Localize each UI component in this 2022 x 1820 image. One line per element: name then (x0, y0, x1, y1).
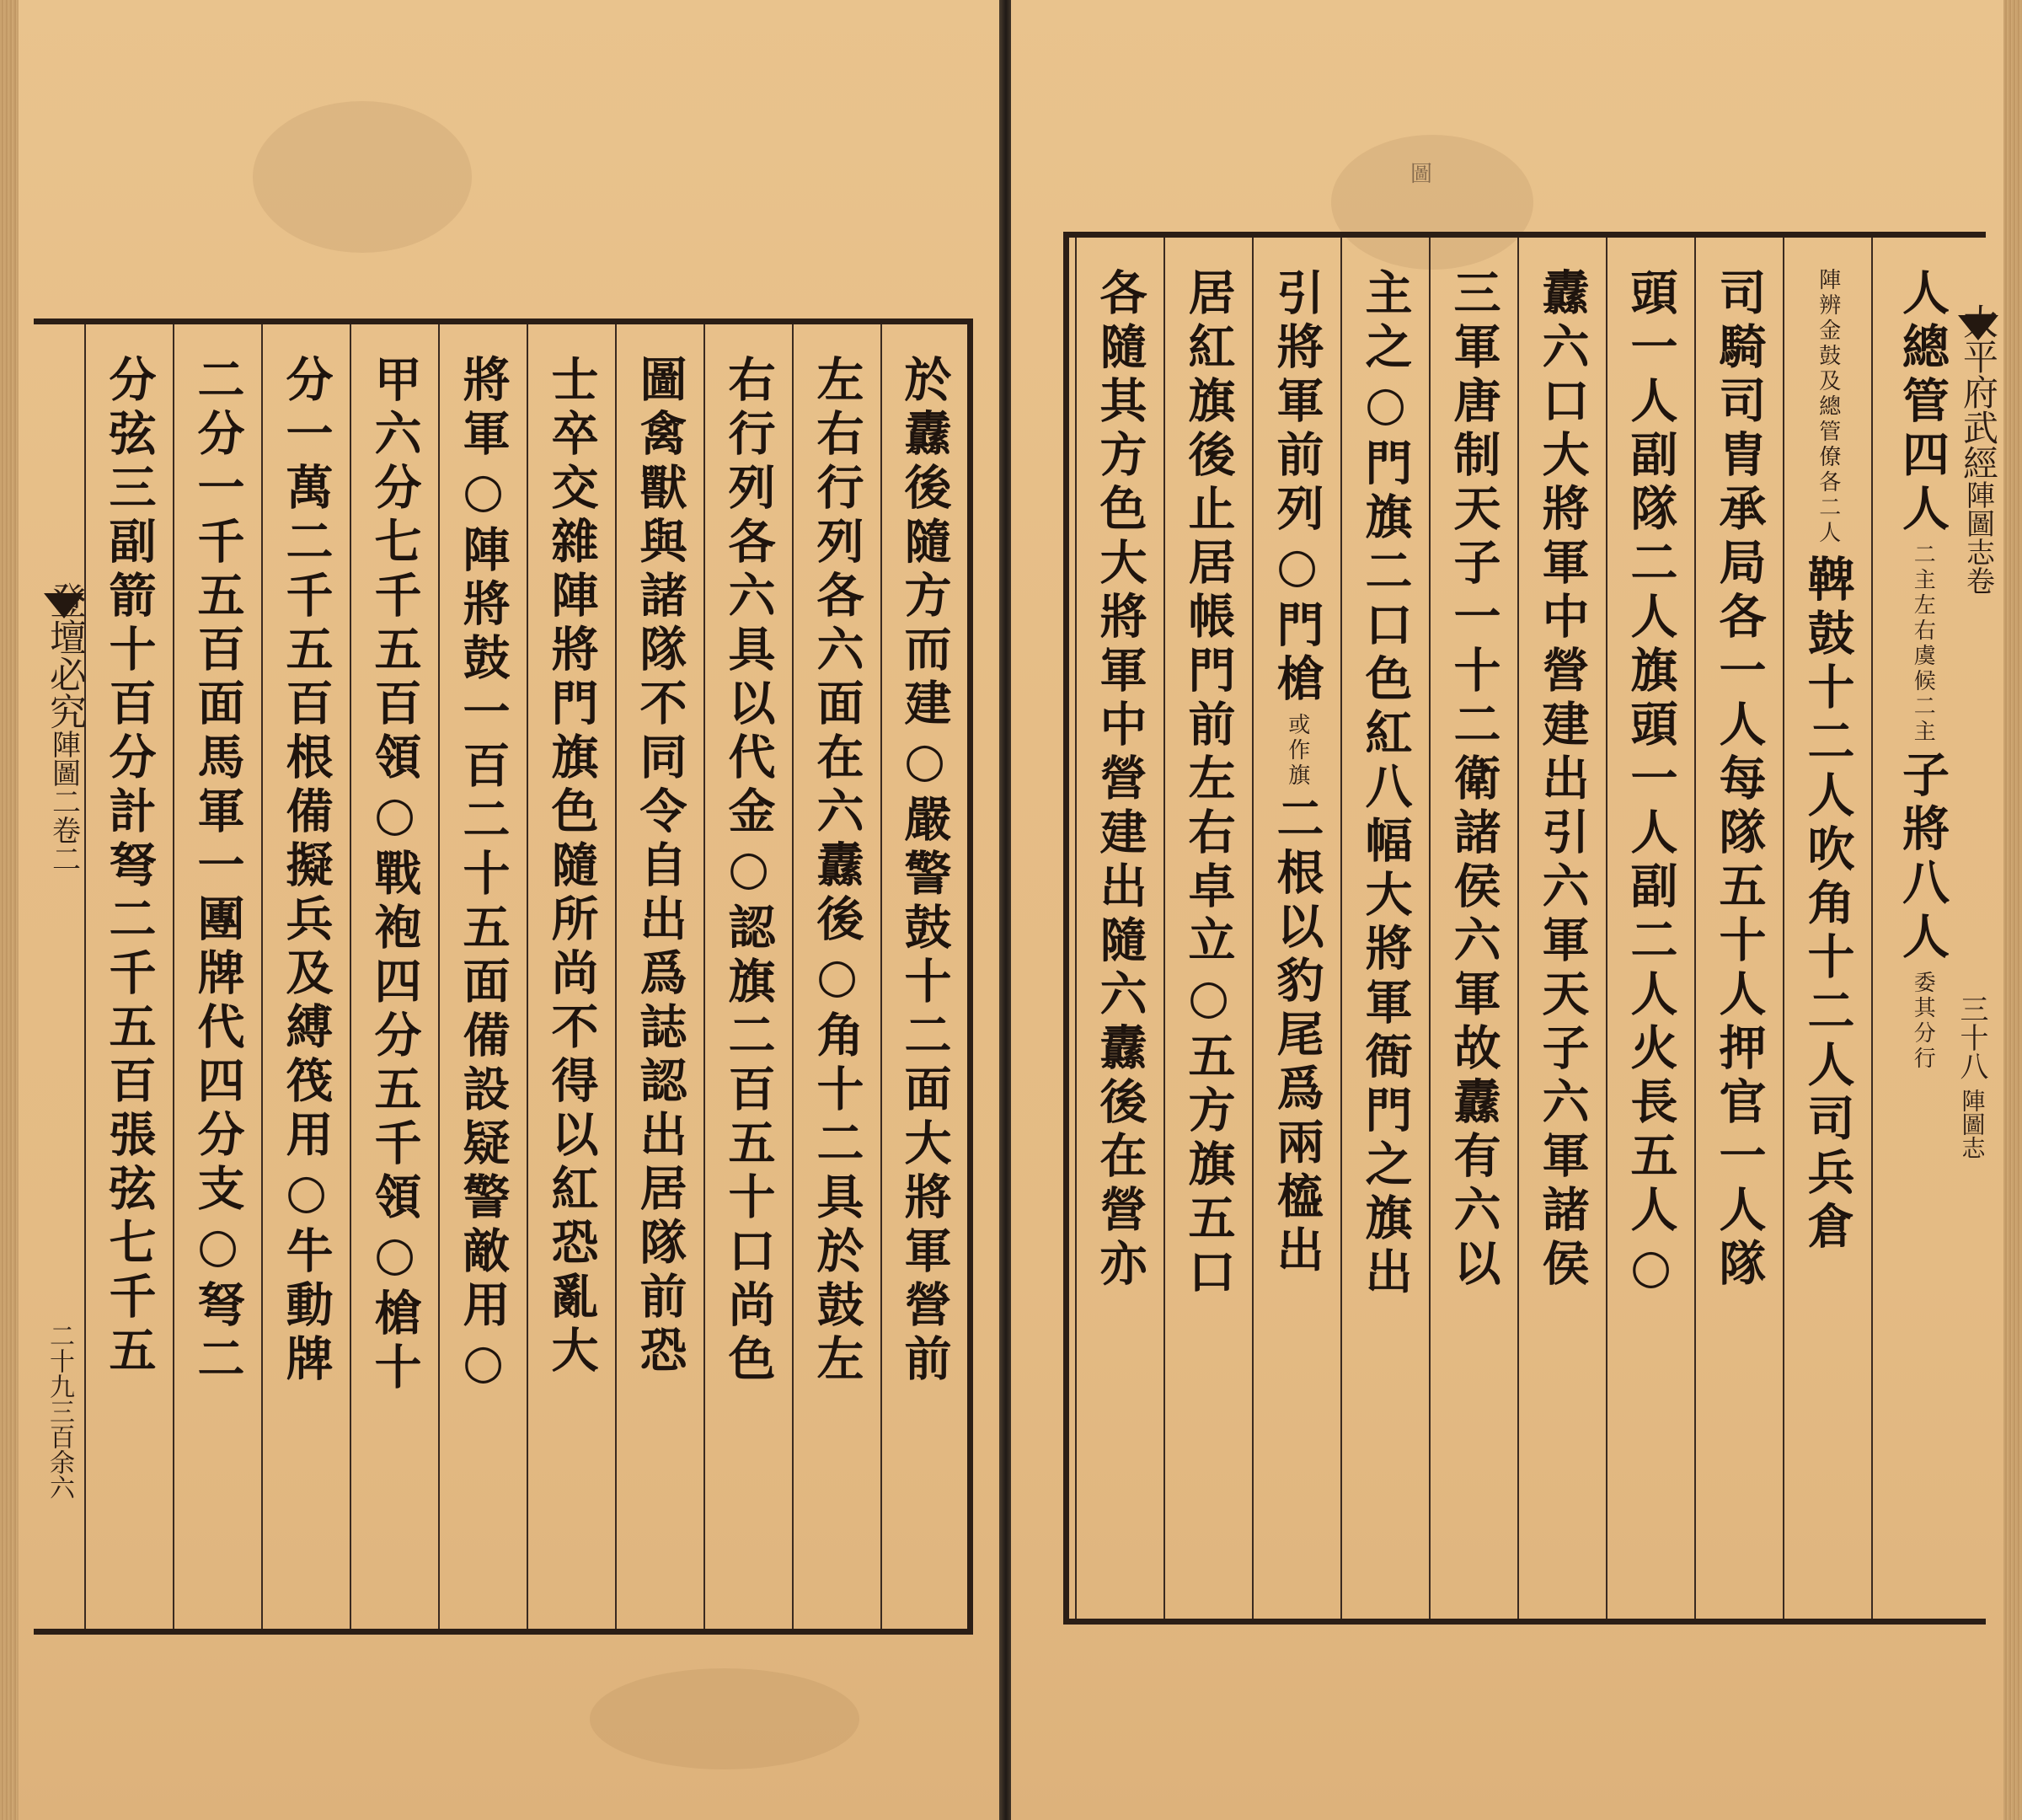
column-note: 陣辨金鼓及總管僚各二人 (1815, 268, 1841, 546)
text-column (438, 324, 527, 1629)
column-note: 委其分行 (1910, 971, 1936, 1072)
column-text: 纛六口大將軍中營建出引六軍天子六軍諸侯 (1534, 268, 1591, 1293)
fishtail-mark (1958, 315, 1998, 340)
text-column (1252, 238, 1340, 1619)
column-text: 司騎司胄承局各一人每隊五十人押官一人隊 (1711, 268, 1768, 1293)
column-text: 士卒交雜陣將門旗色隨所尚不得以紅恐亂大 (543, 355, 600, 1379)
text-column (792, 324, 880, 1629)
text-column (1163, 238, 1252, 1619)
column-text: 鞞鼓十二人吹角十二人司兵倉 (1800, 554, 1856, 1255)
column-text: 左右行列各六面在六纛後○角十二具於鼓左 (809, 355, 865, 1388)
right-page (1011, 0, 2022, 1820)
seal-mark: 圖 (1410, 162, 1433, 187)
right-margin-page-number: 三十八 (1955, 994, 1988, 1080)
left-margin-page-number: 二十九三百余六 (45, 1323, 74, 1500)
text-column (84, 324, 173, 1629)
left-page-edge (0, 0, 19, 1820)
text-column (1075, 238, 1163, 1619)
column-text: 引將軍前列○門槍 (1269, 268, 1325, 708)
column-text: 於纛後隨方而建○嚴警鼓十二面大將軍營前 (896, 355, 953, 1388)
column-text: 子將八人 (1895, 750, 1950, 966)
column-text: 居紅旗後止居帳門前左右卓立○五方旗五口 (1180, 268, 1237, 1301)
right-margin-subsection: 陣圖志 (1958, 1089, 1987, 1159)
right-margin-section: 陣圖志卷 (1960, 480, 1995, 595)
column-text: 甲六分七千五百領○戰袍四分五千領○槍十 (366, 355, 423, 1396)
text-column (1783, 238, 1871, 1619)
column-text: 右行列各六具以代金○認旗二百五十口尚色 (720, 355, 777, 1388)
column-text: 各隨其方色大將軍中營建出隨六纛後在營亦 (1092, 268, 1148, 1293)
column-text: 頭一人副隊二人旗頭一人副二人火長五人○ (1623, 268, 1679, 1301)
column-note: 二主左右虞候二主 (1910, 543, 1936, 745)
column-text: 主之○門旗二口色紅八幅大將軍衙門之旗出 (1357, 268, 1414, 1301)
text-column (1429, 238, 1517, 1619)
right-margin-page (1951, 994, 1993, 1159)
left-page (0, 0, 1001, 1820)
text-column (1606, 238, 1694, 1619)
column-note: 或作旗 (1284, 713, 1310, 789)
text-column (880, 324, 967, 1629)
right-page-edge (2003, 0, 2022, 1820)
column-text: 將軍○陣將鼓一百二十五面備設疑警敵用○ (455, 355, 511, 1396)
right-text-frame (1063, 232, 1986, 1625)
text-column (1340, 238, 1429, 1619)
text-column (261, 324, 350, 1629)
column-text: 二根以豹尾爲兩橀出 (1269, 794, 1325, 1279)
column-text: 人總管四人 (1895, 268, 1950, 538)
left-margin-title: 登壇必究 (43, 581, 86, 730)
column-text: 圖禽獸與諸隊不同令自出爲誌認出居隊前恐 (632, 355, 688, 1379)
left-text-frame (34, 318, 973, 1635)
text-column (1694, 238, 1783, 1619)
text-column (615, 324, 703, 1629)
paper-stain (253, 101, 472, 253)
column-text: 分弦三副箭十百分計弩二千五百張弦七千五 (101, 355, 158, 1379)
column-text: 二分一千五百面馬軍一團牌代四分支○弩二 (190, 355, 246, 1388)
left-margin-section: 陣圖二卷二 (46, 730, 81, 873)
text-column (703, 324, 792, 1629)
text-column (173, 324, 261, 1629)
column-text: 三軍唐制天子一十二衛諸侯六軍故纛有六以 (1446, 268, 1502, 1293)
text-column (1517, 238, 1606, 1619)
right-margin-strip (1953, 303, 2003, 595)
paper-stain (590, 1668, 859, 1769)
text-column (527, 324, 615, 1629)
column-text: 分一萬二千五百根備擬兵及縛筏用○牛動牌 (278, 355, 334, 1388)
text-column (350, 324, 438, 1629)
right-margin-title: 太平府武經 (1958, 303, 1999, 480)
